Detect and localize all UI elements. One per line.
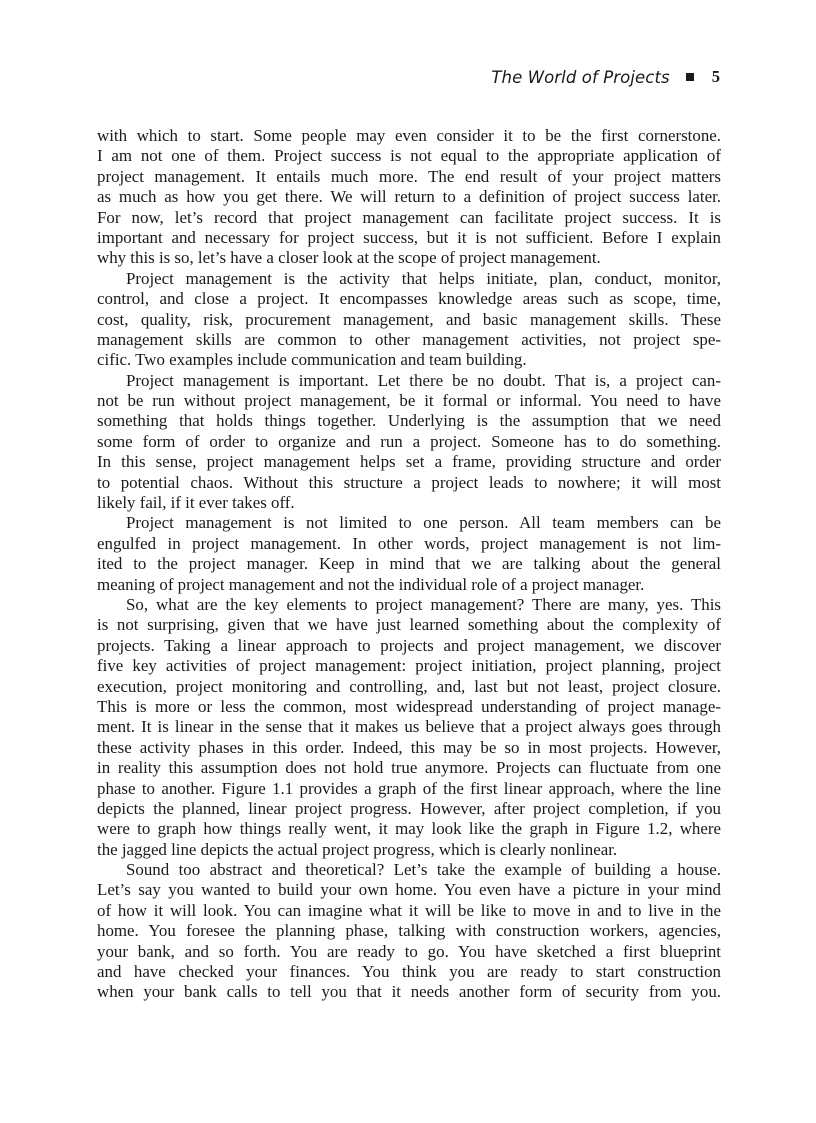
text-line: when your bank calls to tell you that it needs another form of security from you. xyxy=(97,982,721,1002)
text-line: of how it will look. You can imagine what it will be like to move in and to live in the xyxy=(97,900,721,920)
page-number: 5 xyxy=(711,67,720,86)
text-line: ited to the project manager. Keep in mind that we are talking about the general xyxy=(97,554,721,574)
text-line: projects. Taking a linear approach to projects and project management, we discover xyxy=(97,635,721,655)
paragraph xyxy=(97,595,721,860)
text-line: some form of order to organize and run a project. Someone has to do something. xyxy=(97,431,721,451)
running-head xyxy=(491,64,720,90)
text-line: in reality this assumption does not hold true anymore. Projects can fluctuate from one xyxy=(97,758,721,778)
text-line: ment. It is linear in the sense that it makes us believe that a project always goes through xyxy=(97,717,721,737)
text-line: five key activities of project management: project initiation, project planning, project xyxy=(97,656,721,676)
text-line: home. You foresee the planning phase, talking with construction workers, agencies, xyxy=(97,921,721,941)
black-square-icon xyxy=(686,73,694,81)
text-line: execution, project monitoring and controlling, and, last but not least, project closure. xyxy=(97,676,721,696)
text-line: something that holds things together. Underlying is the assumption that we need xyxy=(97,411,721,431)
text-line: engulfed in project management. In other words, project management is not lim- xyxy=(97,533,721,553)
text-line: In this sense, project management helps set a frame, providing structure and order xyxy=(97,452,721,472)
text-line: were to graph how things really went, it may look like the graph in Figure 1.2, where xyxy=(97,819,721,839)
body-text xyxy=(97,126,721,1003)
text-line: with which to start. Some people may even consider it to be the first cornerstone. xyxy=(97,126,721,145)
paragraph xyxy=(97,513,721,595)
text-line: I am not one of them. Project success is not equal to the appropriate application of xyxy=(97,146,721,166)
text-line: is not surprising, given that we have just learned something about the complexity of xyxy=(97,615,721,635)
paragraph xyxy=(97,269,721,371)
text-line: management skills are common to other management activities, not project spe- xyxy=(97,329,721,349)
text-line: For now, let’s record that project management can facilitate project success. It is xyxy=(97,207,721,227)
text-line: phase to another. Figure 1.1 provides a graph of the first linear approach, where the line xyxy=(97,778,721,798)
text-line: meaning of project management and not the individual role of a project manager. xyxy=(97,574,645,594)
text-line: Sound too abstract and theoretical? Let’s take the example of building a house. xyxy=(126,860,721,880)
text-line: project management. It entails much more. The end result of your project matters xyxy=(97,166,721,186)
text-line: why this is so, let’s have a closer look at the scope of project management. xyxy=(97,248,601,268)
text-line: as much as how you get there. We will return to a definition of project success later. xyxy=(97,187,721,207)
text-line: Project management is important. Let there be no doubt. That is, a project can- xyxy=(126,370,721,390)
text-line: Project management is not limited to one person. All team members can be xyxy=(126,513,721,533)
text-line: the jagged line depicts the actual project progress, which is clearly nonlinear. xyxy=(97,839,618,859)
text-line: and have checked your finances. You think you are ready to start construction xyxy=(97,962,721,982)
text-line: Let’s say you wanted to build your own home. You even have a picture in your mind xyxy=(97,880,721,900)
text-line: cost, quality, risk, procurement management, and basic management skills. These xyxy=(97,309,721,329)
paragraph xyxy=(97,126,721,269)
text-line: So, what are the key elements to project management? There are many, yes. This xyxy=(126,594,721,614)
paragraph xyxy=(97,371,721,514)
text-line: these activity phases in this order. Indeed, this may be so in most projects. However, xyxy=(97,737,721,757)
text-line: control, and close a project. It encompasses knowledge areas such as scope, time, xyxy=(97,289,721,309)
paragraph xyxy=(97,860,721,1003)
text-line: not be run without project management, be it formal or informal. You need to have xyxy=(97,391,721,411)
text-line: important and necessary for project success, but it is not sufficient. Before I explain xyxy=(97,227,721,247)
text-line: likely fail, if it ever takes off. xyxy=(97,493,295,513)
text-line: to potential chaos. Without this structure a project leads to nowhere; it will most xyxy=(97,472,721,492)
text-line: Project management is the activity that helps initiate, plan, conduct, monitor, xyxy=(126,268,721,288)
text-line: This is more or less the common, most widespread understanding of project manage- xyxy=(97,696,721,716)
running-title: The World of Projects xyxy=(491,67,670,87)
text-line: depicts the planned, linear project progress. However, after project completion, if you xyxy=(97,798,721,818)
text-line: your bank, and so forth. You are ready to go. You have sketched a first blueprint xyxy=(97,941,721,961)
text-line: cific. Two examples include communication and team building. xyxy=(97,350,527,370)
